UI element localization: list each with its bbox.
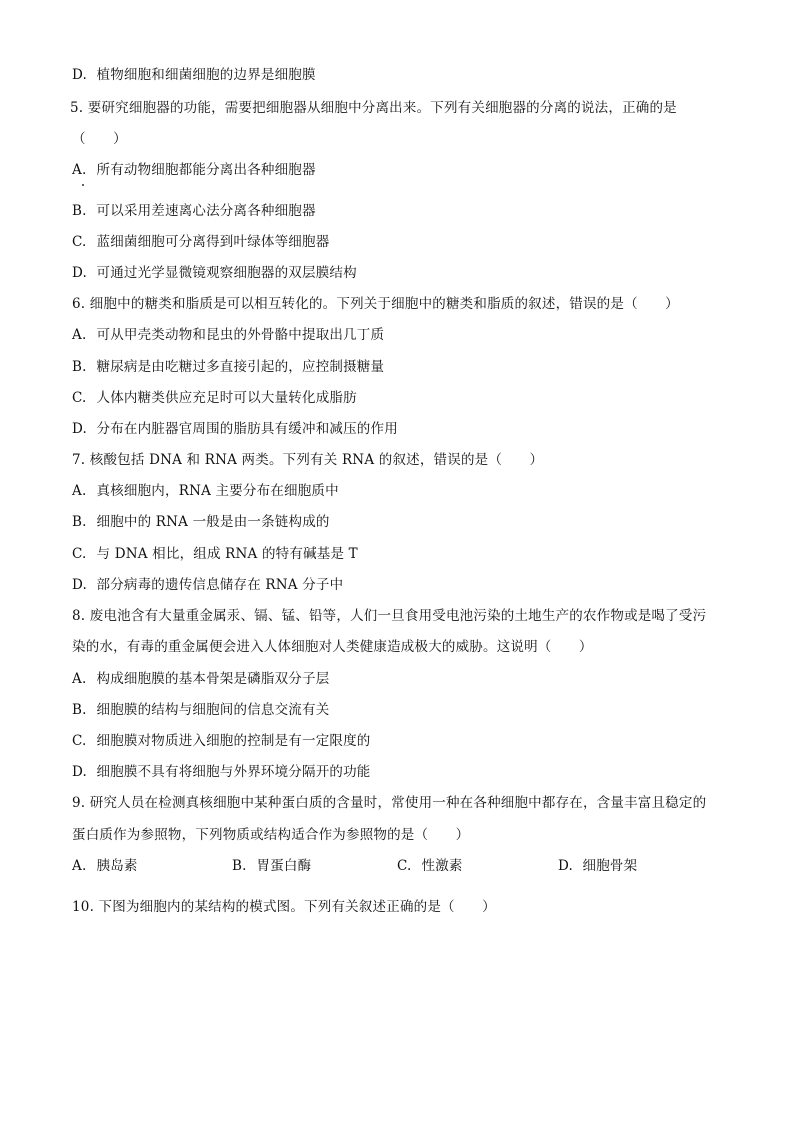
q9-option-b bbox=[232, 857, 311, 875]
option-text: 胰岛素 bbox=[96, 858, 138, 874]
q8-option-a bbox=[72, 670, 329, 688]
q5-option-c bbox=[72, 233, 329, 251]
option-label: C. bbox=[72, 390, 87, 406]
q6-option-d bbox=[72, 420, 398, 438]
option-text: 可从甲壳类动物和昆虫的外骨骼中提取出几丁质 bbox=[96, 327, 385, 343]
q9-option-d bbox=[558, 857, 637, 875]
option-label: C. bbox=[72, 546, 87, 562]
q7-option-d bbox=[72, 576, 343, 594]
q8-stem-line2: 染的水，有毒的重金属便会进入人体细胞对人类健康造成极大的威胁。这说明（ ） bbox=[72, 639, 593, 655]
option-text: 蓝细菌细胞可分离得到叶绿体等细胞器 bbox=[96, 234, 330, 250]
option-text: 所有动物细胞都能分离出各种细胞器 bbox=[96, 162, 316, 178]
option-text: 真核细胞内，RNA 主要分布在细胞质中 bbox=[96, 483, 339, 499]
option-label: D. bbox=[72, 67, 88, 83]
option-label: B. bbox=[72, 702, 87, 718]
option-text: 可通过光学显微镜观察细胞器的双层膜结构 bbox=[96, 265, 357, 281]
option-label: B. bbox=[232, 858, 247, 874]
option-text: 细胞中的 RNA 一般是由一条链构成的 bbox=[96, 514, 330, 530]
q6-stem: 6. 细胞中的糖类和脂质是可以相互转化的。下列关于细胞中的糖类和脂质的叙述，错误的是（ ） bbox=[72, 296, 679, 312]
option-text: 细胞膜对物质进入细胞的控制是有一定限度的 bbox=[96, 733, 371, 749]
option-text: 人体内糖类供应充足时可以大量转化成脂肪 bbox=[96, 390, 357, 406]
option-label: B. bbox=[72, 359, 87, 375]
option-label: D. bbox=[72, 764, 88, 780]
option-label: B. bbox=[72, 203, 87, 219]
scan-speck bbox=[82, 184, 84, 186]
q6-option-b bbox=[72, 358, 384, 376]
q8-option-c bbox=[72, 732, 371, 750]
option-text: 可以采用差速离心法分离各种细胞器 bbox=[96, 203, 316, 219]
option-text: 细胞骨架 bbox=[582, 858, 638, 874]
q6-option-a bbox=[72, 326, 384, 344]
option-text: 细胞膜的结构与细胞间的信息交流有关 bbox=[96, 702, 330, 718]
option-label: A. bbox=[72, 162, 87, 178]
q9-stem-line2: 蛋白质作为参照物，下列物质或结构适合作为参照物的是（ ） bbox=[72, 827, 470, 843]
option-text: 与 DNA 相比，组成 RNA 的特有碱基是 T bbox=[96, 546, 358, 562]
option-label: C. bbox=[72, 234, 87, 250]
option-label: A. bbox=[72, 671, 87, 687]
option-text: 构成细胞膜的基本骨架是磷脂双分子层 bbox=[96, 671, 330, 687]
q8-option-b bbox=[72, 701, 329, 719]
q7-option-a bbox=[72, 482, 339, 500]
q9-stem-line1: 9. 研究人员在检测真核细胞中某种蛋白质的含量时，常使用一种在各种细胞中都存在，含量丰富且稳定的 bbox=[72, 795, 707, 811]
option-text: 植物细胞和细菌细胞的边界是细胞膜 bbox=[96, 67, 316, 83]
option-label: D. bbox=[72, 421, 88, 437]
q7-option-b bbox=[72, 513, 330, 531]
option-text: 分布在内脏器官周围的脂肪具有缓冲和减压的作用 bbox=[96, 421, 398, 437]
option-label: D. bbox=[558, 858, 574, 874]
option-label: D. bbox=[72, 577, 88, 593]
q7-stem: 7. 核酸包括 DNA 和 RNA 两类。下列有关 RNA 的叙述，错误的是（ ） bbox=[72, 452, 544, 468]
option-label: A. bbox=[72, 483, 87, 499]
option-text: 糖尿病是由吃糖过多直接引起的，应控制摄糖量 bbox=[96, 359, 385, 375]
option-text: 部分病毒的遗传信息储存在 RNA 分子中 bbox=[96, 577, 344, 593]
q6-option-c bbox=[72, 389, 357, 407]
q5-option-d bbox=[72, 264, 357, 282]
option-label: C. bbox=[397, 858, 412, 874]
q10-stem: 10. 下图为细胞内的某结构的模式图。下列有关叙述正确的是（ ） bbox=[72, 899, 496, 915]
q5-stem-line1: 5. 要研究细胞器的功能，需要把细胞器从细胞中分离出来。下列有关细胞器的分离的说法，正确的是 bbox=[70, 100, 677, 116]
option-label: A. bbox=[72, 327, 87, 343]
q4-option-d bbox=[72, 66, 316, 84]
q5-stem-line2: （ ） bbox=[72, 131, 127, 147]
q9-option-c bbox=[397, 857, 463, 875]
q9-option-a bbox=[72, 857, 138, 875]
option-label: A. bbox=[72, 858, 87, 874]
q8-option-d bbox=[72, 763, 371, 781]
q8-stem-line1: 8. 废电池含有大量重金属汞、镉、锰、铅等，人们一旦食用受电池污染的土地生产的农作物或是喝了受污 bbox=[72, 608, 707, 624]
q5-option-a bbox=[72, 161, 316, 179]
q5-option-b bbox=[72, 202, 316, 220]
q9-options-row bbox=[72, 857, 692, 875]
option-label: B. bbox=[72, 514, 87, 530]
option-label: C. bbox=[72, 733, 87, 749]
option-text: 性激素 bbox=[421, 858, 463, 874]
option-text: 细胞膜不具有将细胞与外界环境分隔开的功能 bbox=[96, 764, 371, 780]
q7-option-c bbox=[72, 545, 358, 563]
option-text: 胃蛋白酶 bbox=[256, 858, 312, 874]
option-label: D. bbox=[72, 265, 88, 281]
